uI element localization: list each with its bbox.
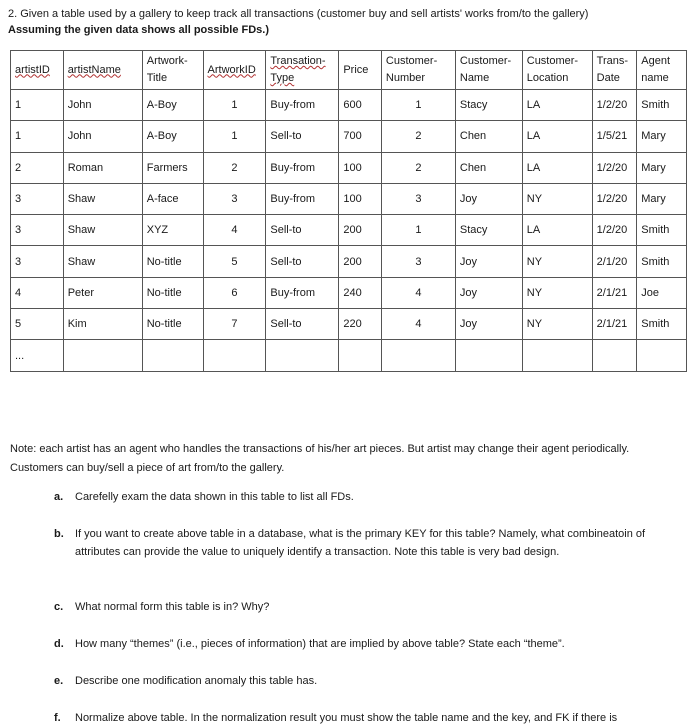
table-cell: 2	[11, 152, 64, 183]
header-artist-name: artistName	[63, 51, 142, 90]
table-cell: Mary	[637, 183, 687, 214]
table-cell: John	[63, 121, 142, 152]
question-item	[54, 672, 684, 690]
table-cell: 6	[203, 277, 266, 308]
header-customer-location: Customer-Location	[522, 51, 592, 90]
table-row	[11, 215, 687, 246]
table-cell: 100	[339, 152, 382, 183]
table-cell: XYZ	[142, 215, 203, 246]
table-cell: Smith	[637, 246, 687, 277]
table-cell: Smith	[637, 90, 687, 121]
table-cell: 240	[339, 277, 382, 308]
table-cell: Sell-to	[266, 309, 339, 340]
table-cell	[455, 340, 522, 371]
question-item	[54, 635, 684, 653]
header-transaction-type: Transation-Type	[266, 51, 339, 90]
table-cell: 700	[339, 121, 382, 152]
header-customer-number: Customer-Number	[381, 51, 455, 90]
table-cell: Shaw	[63, 215, 142, 246]
table-cell: Buy-from	[266, 183, 339, 214]
table-cell: Smith	[637, 215, 687, 246]
table-cell: NY	[522, 246, 592, 277]
table-cell: ...	[11, 340, 64, 371]
table-cell: No-title	[142, 246, 203, 277]
table-cell: Joy	[455, 183, 522, 214]
table-cell	[266, 340, 339, 371]
table-row	[11, 152, 687, 183]
table-cell: Joy	[455, 277, 522, 308]
table-cell: 1	[381, 90, 455, 121]
table-cell: John	[63, 90, 142, 121]
table-cell: 5	[203, 246, 266, 277]
table-row	[11, 90, 687, 121]
table-cell: A-Boy	[142, 90, 203, 121]
table-cell: Stacy	[455, 90, 522, 121]
table-cell: Shaw	[63, 246, 142, 277]
table-cell: Farmers	[142, 152, 203, 183]
question-item	[54, 525, 684, 561]
table-cell: LA	[522, 90, 592, 121]
item-label: b.	[54, 528, 64, 540]
question-line-2: Assuming the given data shows all possible FDs.)	[8, 24, 269, 36]
table-header-row	[11, 51, 687, 90]
table-row	[11, 277, 687, 308]
item-label: c.	[54, 601, 64, 613]
table-cell: 200	[339, 246, 382, 277]
table-cell: 3	[381, 246, 455, 277]
table-cell: 3	[11, 246, 64, 277]
table-cell	[592, 340, 637, 371]
table-cell: 3	[11, 215, 64, 246]
note-paragraph: Note: each artist has an agent who handles the transactions of his/her art pieces. But artist may change their agent periodically. Customers can buy/sell a piece of art from/to the gallery.	[10, 443, 630, 474]
table-cell: Shaw	[63, 183, 142, 214]
table-cell: 4	[11, 277, 64, 308]
table-cell: 1/2/20	[592, 215, 637, 246]
table-cell: 4	[203, 215, 266, 246]
table-cell: No-title	[142, 277, 203, 308]
table-cell: Mary	[637, 121, 687, 152]
table-cell: 3	[381, 183, 455, 214]
table-cell: 100	[339, 183, 382, 214]
table-cell: 1	[203, 90, 266, 121]
item-text: Describe one modification anomaly this table has.	[75, 675, 318, 687]
table-cell: Kim	[63, 309, 142, 340]
table-cell: Joy	[455, 309, 522, 340]
table-cell: 2	[381, 152, 455, 183]
table-cell: 1/2/20	[592, 152, 637, 183]
table-cell: 1	[381, 215, 455, 246]
table-cell	[203, 340, 266, 371]
table-cell	[381, 340, 455, 371]
question-item	[54, 709, 684, 727]
table-cell: 1	[11, 90, 64, 121]
table-cell: LA	[522, 121, 592, 152]
table-cell: 3	[11, 183, 64, 214]
question-item	[54, 488, 684, 506]
table-row	[11, 246, 687, 277]
table-cell: A-Boy	[142, 121, 203, 152]
table-cell: 4	[381, 309, 455, 340]
table-cell: NY	[522, 309, 592, 340]
item-label: a.	[54, 491, 64, 503]
table-cell: 2/1/21	[592, 309, 637, 340]
table-cell	[522, 340, 592, 371]
table-cell: 2	[381, 121, 455, 152]
table-cell: 1/2/20	[592, 183, 637, 214]
header-trans-date: Trans-Date	[592, 51, 637, 90]
table-cell: Sell-to	[266, 215, 339, 246]
table-cell: Buy-from	[266, 90, 339, 121]
header-artwork-title: Artwork-Title	[142, 51, 203, 90]
item-label: f.	[54, 712, 61, 724]
table-cell: Mary	[637, 152, 687, 183]
table-row	[11, 183, 687, 214]
table-cell: 5	[11, 309, 64, 340]
header-price: Price	[339, 51, 382, 90]
header-agent-name: Agent name	[637, 51, 687, 90]
header-artist-id: artistID	[11, 51, 64, 90]
table-cell: Buy-from	[266, 152, 339, 183]
table-cell	[339, 340, 382, 371]
item-text: What normal form this table is in? Why?	[75, 601, 270, 613]
header-customer-name: Customer-Name	[455, 51, 522, 90]
table-cell: LA	[522, 152, 592, 183]
table-cell: Stacy	[455, 215, 522, 246]
table-cell: Roman	[63, 152, 142, 183]
table-row	[11, 309, 687, 340]
table-cell: LA	[522, 215, 592, 246]
item-label: d.	[54, 638, 64, 650]
table-cell	[637, 340, 687, 371]
table-cell: 3	[203, 183, 266, 214]
table-cell: 1	[11, 121, 64, 152]
table-cell: Chen	[455, 152, 522, 183]
table-cell: No-title	[142, 309, 203, 340]
table-cell: Joy	[455, 246, 522, 277]
table-cell: Buy-from	[266, 277, 339, 308]
table-cell: NY	[522, 277, 592, 308]
table-cell: 1/5/21	[592, 121, 637, 152]
question-item	[54, 598, 684, 616]
table-cell: 1/2/20	[592, 90, 637, 121]
table-cell: 220	[339, 309, 382, 340]
table-cell: 200	[339, 215, 382, 246]
table-cell: Chen	[455, 121, 522, 152]
item-text: If you want to create above table in a database, what is the primary KEY for this table? Namely, what combineatoin of attributes can provide the value to uniquely identify a transaction. Note this table is very bad design.	[75, 528, 646, 558]
item-text: Carefelly exam the data shown in this table to list all FDs.	[75, 491, 354, 503]
table-cell: 2	[203, 152, 266, 183]
table-cell: Peter	[63, 277, 142, 308]
item-text: How many “themes” (i.e., pieces of information) that are implied by above table? State each “theme”.	[75, 638, 565, 650]
transactions-table	[10, 50, 687, 372]
table-cell: 600	[339, 90, 382, 121]
item-text: Normalize above table. In the normalization result you must show the table name and the key, and FK if there is	[75, 712, 618, 724]
question-heading	[8, 6, 688, 38]
table-row	[11, 121, 687, 152]
table-cell: A-face	[142, 183, 203, 214]
table-cell: Joe	[637, 277, 687, 308]
table-cell: Sell-to	[266, 121, 339, 152]
item-label: e.	[54, 675, 64, 687]
table-cell: Smith	[637, 309, 687, 340]
table-cell	[142, 340, 203, 371]
table-cell: Sell-to	[266, 246, 339, 277]
header-artwork-id: ArtworkID	[203, 51, 266, 90]
table-row	[11, 340, 687, 371]
table-cell	[63, 340, 142, 371]
table-cell: 1	[203, 121, 266, 152]
table-cell: NY	[522, 183, 592, 214]
table-cell: 7	[203, 309, 266, 340]
question-line-1: 2. Given a table used by a gallery to keep track all transactions (customer buy and sell artists' works from/to the gallery)	[8, 8, 589, 20]
table-cell: 2/1/21	[592, 277, 637, 308]
table-cell: 4	[381, 277, 455, 308]
table-cell: 2/1/20	[592, 246, 637, 277]
